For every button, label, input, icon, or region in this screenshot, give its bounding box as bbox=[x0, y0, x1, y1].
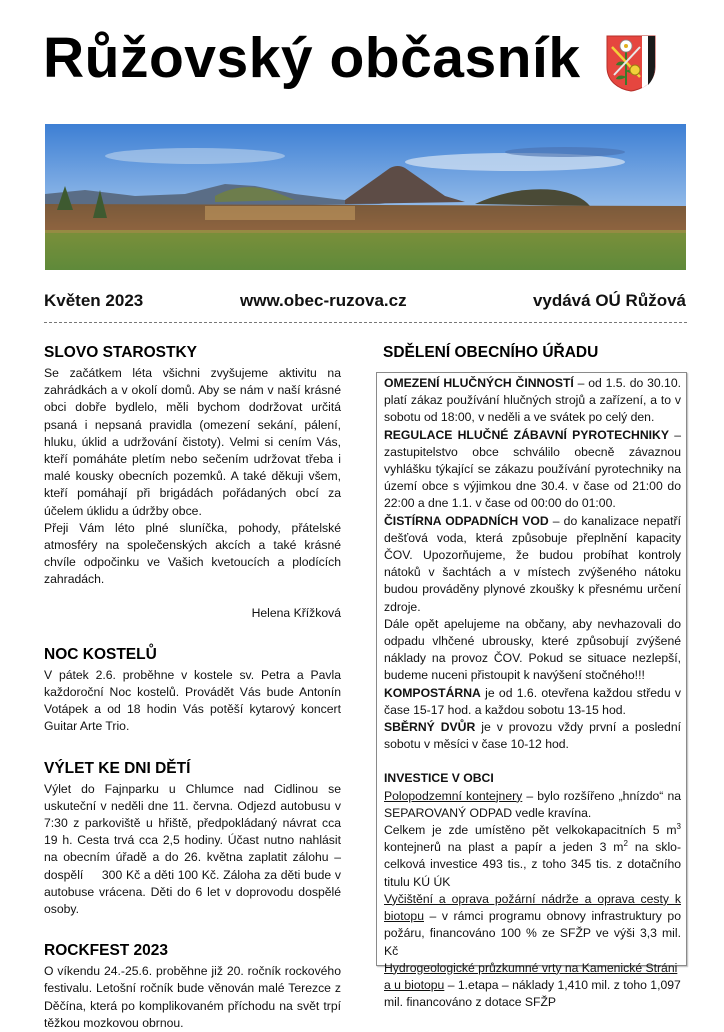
investice-item bbox=[384, 891, 681, 960]
announcement-item bbox=[384, 375, 681, 427]
investice-link: Polopodzemní kontejnery bbox=[384, 788, 523, 803]
section-vylet bbox=[44, 759, 345, 919]
masthead-title: Růžovský občasník bbox=[43, 26, 581, 90]
investice-item bbox=[384, 788, 681, 822]
paragraph: Výlet do Fajnparku u Chlumce nad Cidlinou se uskuteční v neděli dne 11. června. Odjezd autobusu v 7:30 z parkoviště u hřiště, předpokládaný návrat cca 19 h. Cesta trvá cca 2,5 hodiny. Účast nutno nahlásit na obecním úřadě a do 26. května zaplatit zálohu – dospělí 300 Kč a děti 100 Kč. Záloha za děti bude v autobuse vrácena. Děti do 6 let v doprovodu dospělé osoby. bbox=[44, 781, 345, 917]
signature: Helena Křížková bbox=[251, 605, 341, 620]
announcement-text: – zastupitelstvo obce schválilo obecně závaznou vyhlášku týkající se zákazu používání pyrotechniky na území obce s výjimkou dne 30.4. v čase od 21:00 do 22:00 a dne 1.1. v čase od 00:00 do 01:00. bbox=[384, 427, 682, 511]
section-heading: NOC KOSTELŮ bbox=[44, 645, 157, 663]
announcement-item bbox=[384, 616, 681, 685]
investice-heading: INVESTICE V OBCI bbox=[384, 771, 494, 786]
section-slovo-starostky bbox=[44, 343, 341, 622]
paragraph: O víkendu 24.-25.6. proběhne již 20. ročník rockového festivalu. Letošní ročník bude věnován malé Terezce z Děčína, která po komplikovaném příchodu na svět trpí těžkou mozkovou obrnou. bbox=[44, 964, 341, 1030]
investice-item bbox=[384, 822, 681, 891]
superscript: 3 bbox=[676, 822, 681, 832]
section-heading: SLOVO STAROSTKY bbox=[44, 344, 198, 361]
announcement-text: – od 1.5. do 30.10. platí zákaz používání hlučných strojů a zařízení, a to v sobotu od 18:00, v neděli a ve svátek po celý den. bbox=[384, 376, 681, 425]
investice-link: Hydrogeologické průzkumné vrty na Kamenické Stráni a u biotopu bbox=[384, 960, 678, 992]
investice-text: – 1.etapa – náklady 1,410 mil. z toho 1,097 mil. financováno z dotace SFŽP bbox=[384, 977, 681, 1010]
landscape-photo bbox=[45, 124, 686, 270]
investice-text: – v rámci programu obnovy infrastruktury po požáru, financováno 100 % ze SFŽP ve výši 3,3 mil. Kč bbox=[384, 909, 681, 958]
right-column bbox=[383, 343, 680, 365]
dashed-divider bbox=[44, 322, 687, 323]
announcement-title: OMEZENÍ HLUČNÝCH ČINNOSTÍ bbox=[384, 376, 574, 390]
announcement-item bbox=[384, 719, 681, 753]
website-link[interactable]: www.obec-ruzova.cz bbox=[240, 291, 407, 310]
issue-info-row bbox=[44, 291, 686, 313]
paragraph: Přeji Vám léto plné sluníčka, pohody, přátelské atmosféry na společenských akcích a také krásné chvíle odpočinku ve Vašich kvetoucích a plodících zahradách. bbox=[44, 520, 341, 587]
investice-text: Celkem je zde umístěno pět velkokapacitních 5 m bbox=[384, 823, 677, 838]
investice-text: kontejnerů na plast a papír a jeden 3 m bbox=[384, 840, 624, 855]
paragraph: V pátek 2.6. proběhne v kostele sv. Petra a Pavla každoroční Noc kostelů. Provádět Vás bude Antonín Votápek a od 18 hodin Vás potěší kytarový koncert Guitar Arte Trio. bbox=[44, 667, 341, 734]
section-heading: VÝLET KE DNI DĚTÍ bbox=[44, 759, 191, 777]
announcement-item bbox=[384, 513, 681, 616]
announcement-title: SBĚRNÝ DVŮR bbox=[384, 720, 476, 735]
announcements-box bbox=[376, 372, 687, 1010]
announcement-text: – do kanalizace nepatří dešťová voda, která způsobuje přeplnění kapacity ČOV. Upozorňujeme, že budou probíhat kontroly nátoků v šachtách a v místech zvýšeného nátoku budou prováděny plynové zkoušky k přesnému určení zdroje. bbox=[384, 513, 681, 614]
announcement-item bbox=[384, 427, 681, 513]
left-column bbox=[44, 343, 345, 1032]
section-heading: SDĚLENÍ OBECNÍHO ÚŘADU bbox=[383, 344, 599, 361]
publisher: vydává OÚ Růžová bbox=[532, 291, 686, 310]
announcement-title: ČISTÍRNA ODPADNÍCH VOD bbox=[384, 513, 549, 528]
section-rockfest bbox=[44, 941, 341, 1032]
investice-link: Vyčištění a oprava požární nádrže a oprava cesty k biotopu bbox=[384, 891, 681, 924]
investice-text: – bylo rozšířeno „hnízdo“ na SEPAROVANÝ ODPAD vedle kravína. bbox=[384, 788, 681, 820]
section-heading: ROCKFEST 2023 bbox=[44, 942, 169, 960]
investice-text: na sklo- celková investice 493 tis., z toho 345 tis. z dotačního titulu KÚ ÚK bbox=[384, 840, 682, 889]
issue-date: Květen 2023 bbox=[44, 291, 144, 310]
announcement-title: REGULACE HLUČNÉ ZÁBAVNÍ PYROTECHNIKY bbox=[384, 427, 669, 442]
investice-item bbox=[384, 960, 681, 1012]
section-noc-kostelu bbox=[44, 645, 341, 736]
announcement-text: je od 1.6. otevřena každou středu v čase 15-17 hod. a každou sobotu 13-15 hod. bbox=[384, 685, 681, 717]
announcement-title: KOMPOSTÁRNA bbox=[384, 685, 481, 700]
superscript: 2 bbox=[623, 839, 628, 849]
coat-of-arms-icon bbox=[604, 33, 658, 93]
paragraph: Se začátkem léta všichni zvyšujeme aktivitu na zahrádkách a v okolí domů. Aby se nám v naší krásné obci dobře bydlelo, měli bychom dodržovat určitá psaná i nepsaná pravidla (omezení sekání, pálení, hluku, úklid a udržování čistoty). Velmi si cením Vás, kteří pomáháte pletím nebo sečením udržovat třeba i malé kousky obecních pozemků. A také děkuji všem, kteří pomáhají při brigádách pořádaných obcí za účelem úklidu a údržby obce. bbox=[44, 366, 341, 518]
announcement-text: je v provozu vždy první a poslední sobotu v měsíci v čase 10-12 hod. bbox=[384, 720, 681, 752]
announcement-text: Dále opět apelujeme na občany, aby nevhazovali do odpadu vlhčené ubrousky, které způsobují zvýšené náklady na provoz ČOV. Pokud se situace nezlepší, budeme nuceni přistoupit k navýšení stočného!!! bbox=[384, 616, 681, 683]
announcement-item bbox=[384, 685, 681, 719]
